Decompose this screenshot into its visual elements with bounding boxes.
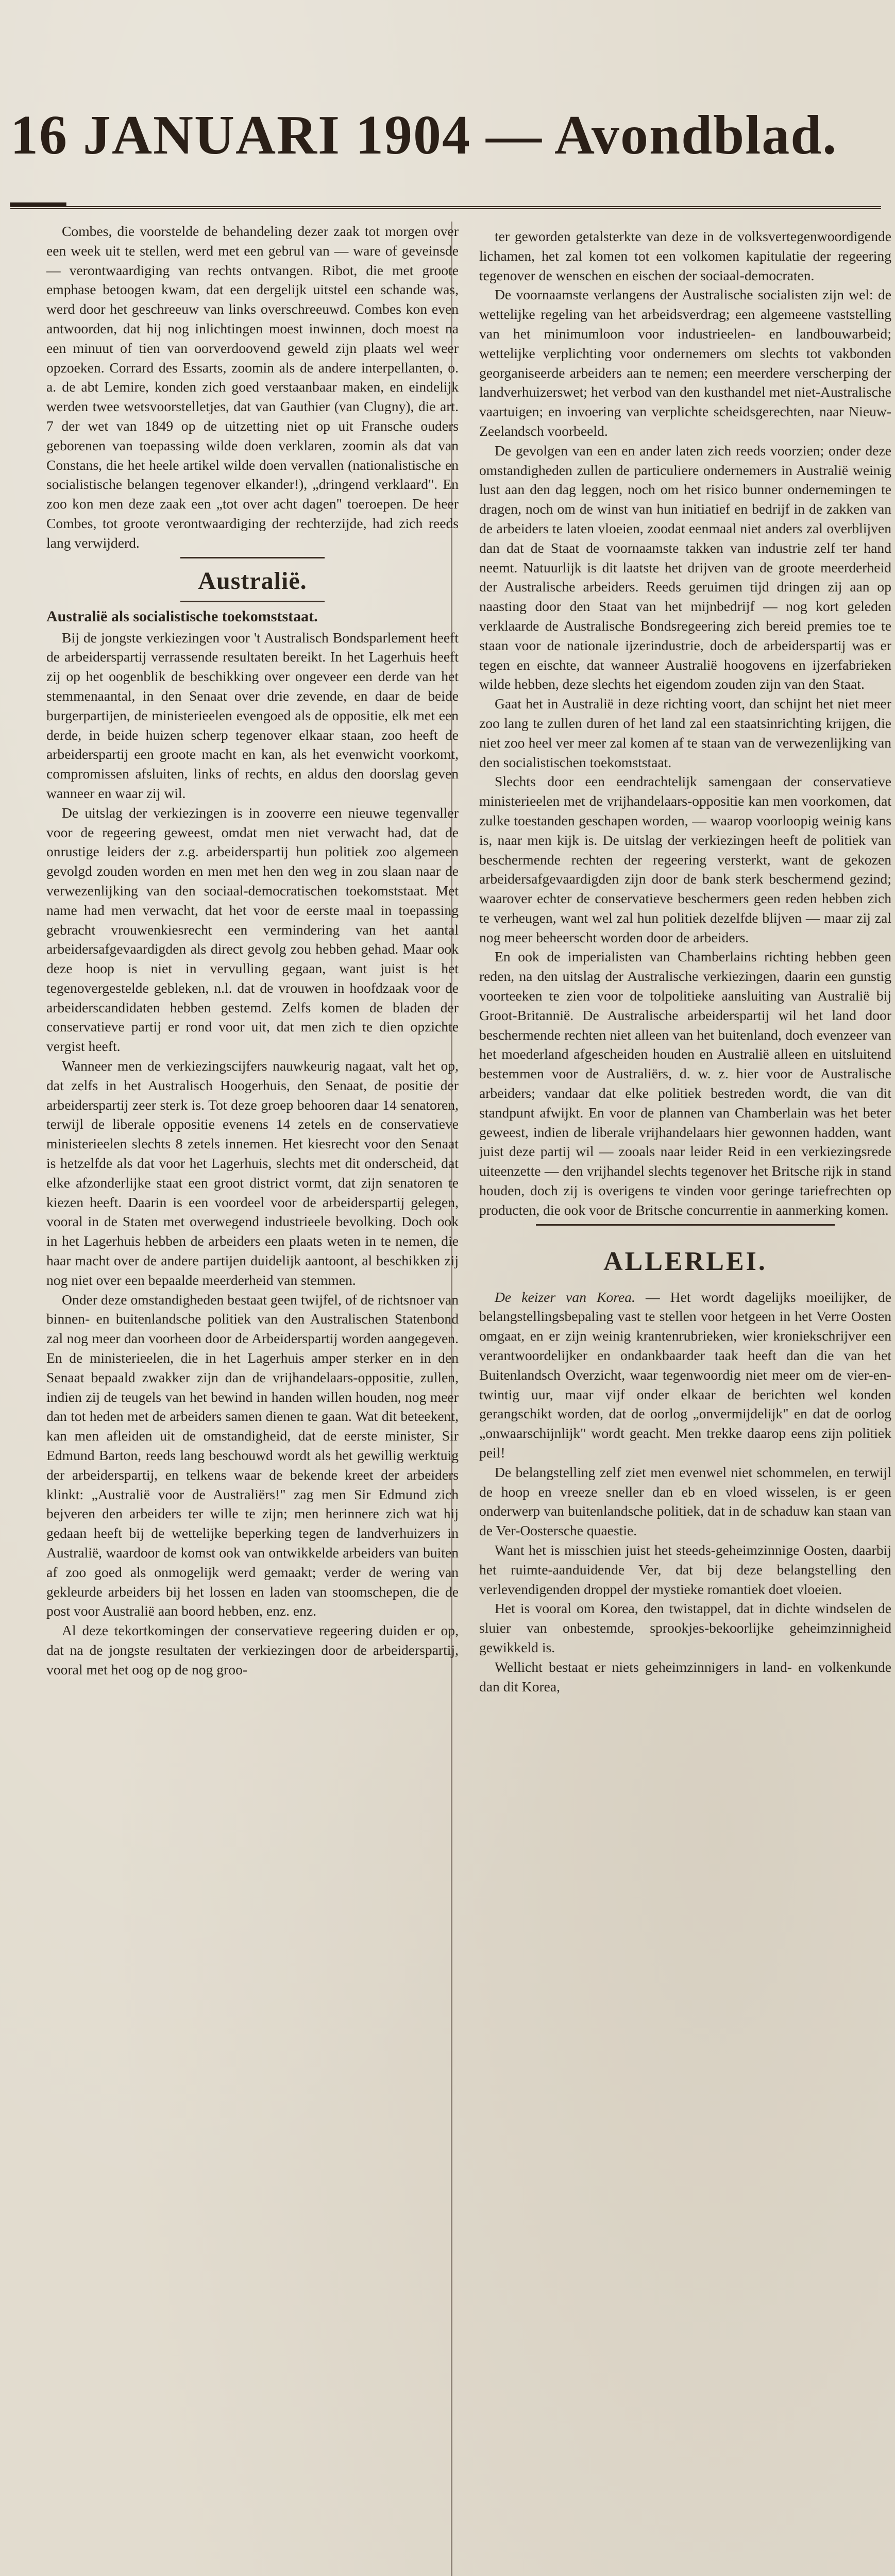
article-paragraph: Onder deze omstandigheden bestaat geen twijfel, of de richtsnoer van binnen- en buitenlandsche politiek van den Australischen Statenbond zal nog meer dan voorheen door de Arbeiderspartij worden aangegeven. En de ministerieelen, die in het Lagerhuis amper sterker en in den Senaat bepaald zwakker zijn dan de vrijhandelaars-oppositie, zullen, indien zij de teugels van het bewind in handen willen houden, nog meer dan tot heden met de arbeiders samen dienen te gaan. Wat dit beteekent, kan men afleiden uit de omstandigheid, dat de eerste minister, Sir Edmund Barton, reeds lang beschouwd wordt als het gewillig werktuig der arbeiderspartij, en telkens waar de bekende kreet der arbeiders klinkt: „Australië voor de Australiërs!" zag men Sir Edmund zich bejveren den arbeiders ter wille te zijn; men herinnere zich wat hij gedaan heeft bij de wettelijke beperking tegen de landverhuizers in Australië, waardoor de komst ook van ontwikkelde arbeiders van buiten af zoo goed als onmogelijk werd gemaakt; verder de wering van gekleurde arbeiders bij het lossen en laden van stoomschepen, die de post voor Australië aan boord hebben, enz. enz.	[46, 1291, 459, 1619]
section-rule	[536, 1224, 835, 1226]
article-paragraph: En ook de imperialisten van Chamberlains richting hebben geen reden, na den uitslag der Australische verkiezingen, daarin een gunstig voorteeken te zien voor de tolpolitieke aansluiting van Australië bij Groot-Britannië. De Australische arbeiderspartij wil het land door beschermende rechten niet alleen van het buitenland, doch evenzeer van het moederland afgescheiden houden en Australië alleen en uitsluitend bestemmen voor de Australiërs, d. w. z. hier voor de Australische arbeiders; vandaar dat elke politiek bestreden wordt, die van dit standpunt afwijkt. En voor de plannen van Chamberlain was het beter geweest, indien de liberale vrijhandelaars hier gewonnen hadden, want juist deze partij wil — zooals naar leider Reid in een verkiezingsrede uiteenzette — den vrijhandel slechts tegenover het Britsche rijk in stand houden, doch zij is overigens te vinden voor geringe tariefrechten op producten, die ook voor de Britsche concurrentie in aanmerking komen.	[479, 948, 891, 1218]
right-column	[479, 227, 891, 1696]
left-column	[46, 222, 459, 1680]
article-paragraph: Wanneer men de verkiezingscijfers nauwkeurig nagaat, valt het op, dat zelfs in het Australisch Hoogerhuis, den Senaat, de positie der arbeiderspartij zeer sterk is. Tot deze groep behooren daar 14 senatoren, terwijl de liberale oppositie evenens 14 zetels en de conservatieve ministerieelen slechts 8 zetels innemen. Het kiesrecht voor den Senaat is hetzelfde als dat voor het Lagerhuis, slechts met dit onderscheid, dat elke afzonderlijke staat een groot district vormt, dat zijn senatoren te kiezen heeft. Daarin is een voordeel voor de arbeiderspartij gelegen, vooral in de Staten met overwegend industrieele bevolking. Doch ook in het Lagerhuis hebben de arbeiders een plaats weten in te nemen, die haar macht over de andere partijen duidelijk aantoont, al beschikken zij nog niet over een bepaalde meerderheid van stemmen.	[46, 1058, 459, 1288]
article-paragraph: Wellicht bestaat er niets geheimzinnigers in land- en volkenkunde dan dit Korea,	[479, 1658, 891, 1694]
article-paragraph: De uitslag der verkiezingen is in zooverre een nieuwe tegenvaller voor de regeering geweest, omdat men niet verwacht had, dat de onrustige leiders der z.g. arbeiderspartij hun politiek zoo algemeen gevolgd zouden worden en men met hen den weg in zou slaan naar de verwezenlijking van den sociaal-democratischen toekomststaat. Met name had men verwacht, dat het voor de eerste maal in toepassing gebracht vrouwenkiesrecht een vermindering van het aantal arbeidersafgevaardigden als direct gevolg zou hebben gehad. Maar ook deze hoop is niet in vervulling gegaan, want juist is het tegenovergestelde gebleken, n.l. dat de vrouwen in hoofdzaak voor de arbeiderscandidaten hebben gestemd. Zelfs komen de bladen der conservatieve partij er rond voor uit, dat men zich te dien opzichte vergist heeft.	[46, 804, 459, 1055]
article-paragraph: Al deze tekortkomingen der conservatieve regeering duiden er op, dat na de jongste resultaten der verkiezingen door de arbeiderspartij, vooral met het oog op de nog groo-	[46, 1622, 459, 1677]
article-paragraph: De belangstelling zelf ziet men evenwel niet schommelen, en terwijl de hoop en vreeze sneller dan eb en vloed wisselen, is er geen onderwerp van buitenlandsche politiek, dat in de schaduw kan staan van de Ver-Oostersche quaestie.	[479, 1464, 891, 1539]
article-paragraph: Combes, die voorstelde de behandeling dezer zaak tot morgen over een week uit te stellen, werd met een gebrul van — ware of geveinsde — verontwaardiging van rechts ontvangen. Ribot, die met groote emphase betoogen kwam, dat een dergelijk uitstel een schande was, werd door het geschreeuw van links overschreeuwd. Combes kon even antwoorden, dat hij nog inlichtingen moest inwinnen, doch moest na een minuut of tien van oorverdoovend geweld zijn plaats wel weer opzoeken. Corrard des Essarts, zoomin als de andere interpellanten, o. a. de abt Lemire, konden zich goed verstaanbaar maken, en eindelijk werden twee wetsvoorstelletjes, dat van Gauthier (van Clugny), die art. 7 der wet van 1849 op de uitzetting niet op uit Fransche ouders geborenen van toepassing wilde doen verklaren, zoomin als dat van Constans, die het heele artikel wilde doen vervallen (nationalistische en socialistische belangen tegenover elkander!), „dringend verklaard". En zoo kon men deze zaak een „tot over acht dagen" toeroepen. De heer Combes, tot groote verontwaardiging der rechterzijde, had zich reeds lang verwijderd.	[46, 223, 459, 551]
section-rule	[180, 557, 325, 558]
section-rule	[180, 601, 325, 602]
article-paragraph: De voornaamste verlangens der Australische socialisten zijn wel: de wettelijke regeling van het arbeidsverdrag; een algemeene vaststelling van het minimumloon voor industrieelen- en landbouwarbeid; wettelijke verplichting voor ondernemers om slechts tot vakbonden georganiseerde arbeiders aan te nemen; een meerdere verscherping der landverhuizerswet; het verbod van den kusthandel met niet-Australische vaartuigen; en invoering van verplichte scheidsgerechten, naar Nieuw-Zeelandsch voorbeeld.	[479, 286, 891, 439]
article-lead-text: — Het wordt dagelijks moeilijker, de belangstellingsbepaling vast te stellen voor hetgeen in het Verre Oosten omgaat, en er zijn weinig krantenrubrieken, wier kroniekschrijver een verantwoordelijker en ondankbaarder taak heeft dan die van het Buitenlandsch Overzicht, waar tegenwoordig niet meer om de vier-en-twintig uur, maar vijf onder elkaar de berichten wel konden gerangschikt worden, dat de oorlog „onvermijdelijk" en dat de oorlog „onwaarschijnlijk" wordt geacht. Men trekke daarop eens zijn politiek peil!	[479, 1289, 891, 1461]
article-subheading: Australië als socialistische toekomststaat.	[46, 607, 318, 625]
article-lead-title: De keizer van Korea.	[495, 1289, 635, 1305]
section-title-allerlei: ALLERLEI.	[603, 1246, 767, 1276]
article-paragraph: De gevolgen van een en ander laten zich reeds voorzien; onder deze omstandigheden zullen de particuliere ondernemers in Australië weinig lust aan den dag leggen, noch om het risico bunner ondernemingen te dragen, noch om de winst van hun initiatief en bedrijf in de zakken van de arbeiders te laten vloeien, zoodat eenmaal niet anders zal overblijven dan dat de Staat de voornaamste takken van industrie zelf ter hand neemt. Natuurlijk is dit laatste het drijven van de groote meerderheid der Australische arbeiders. Reeds geruimen tijd dringen zij aan op naasting door den Staat van het mijnbedrijf — nog kort geleden verklaarde de Australische Bondsregeering zich bereid premies toe te staan voor de nationale ijzerindustrie, doch de arbeiderspartij was er tegen en eischte, dat wanneer Australië hoogovens en ijzerfabrieken wilde hebben, deze slechts het eigendom zouden zijn van den Staat.	[479, 442, 891, 692]
article-paragraph: Bij de jongste verkiezingen voor 't Australisch Bondsparlement heeft de arbeiderspartij verrassende resultaten bereikt. In het Lagerhuis heeft zij op het oogenblik de beschikking over ongeveer een derde van het stemmenaantal, in den Senaat over drie zevende, en daar de beide burgerpartijen, de ministerieelen evengoed als de oppositie, elk met een derde, in beide huizen scherp tegenover elkaar staan, zoo heeft de arbeiderspartij een groote macht en kan, als het evenwicht voorkomt, compromissen afsluiten, links of rechts, en aldus den doorslag geven wanneer en waar zij wil.	[46, 629, 459, 801]
masthead-date: 16 JANUARI 1904 — Avondblad. —	[10, 129, 881, 209]
article-paragraph: Gaat het in Australië in deze richting voort, dan schijnt het niet meer zoo lang te zullen duren of het land zal een staatsinrichting krijgen, die niet zoo heel ver meer zal komen af te staan van de verwezenlijking van den socialistischen toekomststaat.	[479, 696, 891, 770]
article-paragraph-lead	[479, 1287, 891, 1463]
article-paragraph: Slechts door een eendrachtelijk samengaan der conservatieve ministerieelen met de vrijhandelaars-oppositie kan men voorkomen, dat zulke toestanden geschapen worden, — waarop voorloopig weinig kans is, naar men kijk is. De uitslag der verkiezingen heeft de politiek van beschermende rechten der regeering versterkt, want de gekozen arbeidersafgevaardigden zijn door de bank sterk beschermend gezind; waarover echter de conservatieve beschermers geen reden hebben zich te verheugen, want wel zal hun politiek dezelfde blijven — maar zij zal nog meer beheerscht worden door de arbeiders.	[479, 773, 891, 945]
section-title-australie: Australië.	[198, 567, 307, 595]
article-paragraph: ter geworden getalsterkte van deze in de volksvertegenwoordigende lichamen, het zal komen tot een volkomen kapitulatie der regeering tegenover de wenschen en eischen der sociaal-democraten.	[479, 228, 891, 283]
article-paragraph: Want het is misschien juist het steeds-geheimzinnige Oosten, daarbij het ruimte-aanduidende Ver, dat bij deze belangstelling den verlevendigenden droppel der mystieke romantiek doet vloeien.	[479, 1542, 891, 1597]
article-paragraph: Het is vooral om Korea, den twistappel, dat in dichte windselen de sluier van onbestemde, sprookjes-bekoorlijke geheimzinnigheid gewikkeld is.	[479, 1600, 891, 1655]
